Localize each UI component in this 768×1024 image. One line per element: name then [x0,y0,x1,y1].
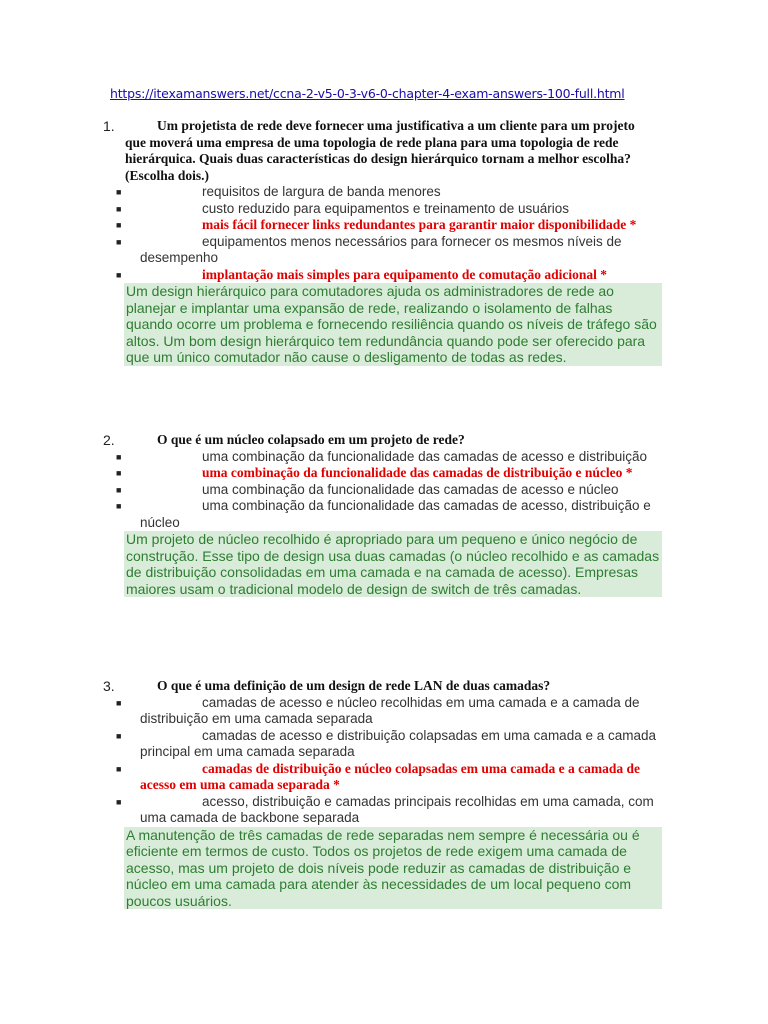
explanation-box: Um projeto de núcleo recolhido é apropriado para um pequeno e único negócio de construção. Esse tipo de design usa duas camadas (o núcleo recolhido e as camadas de distribuição consolidadas em uma camada e na camada de acesso). Empresas maiores usam o tradicional modelo de design de switch de três camadas. [124,531,662,597]
option-text: equipamentos menos necessários para fornecer os mesmos níveis de desempenho [140,233,622,265]
list-item [0,794,768,827]
question-text: O que é um núcleo colapsado em um projeto de rede? [157,432,465,447]
list-item [0,449,768,466]
list-item [0,465,768,482]
option-text: camadas de acesso e distribuição colapsadas em uma camada e a camada principal em uma camada separada [140,727,657,759]
question-number: 3. [103,678,115,694]
list-item [0,482,768,499]
option-text: uma combinação da funcionalidade das camadas de acesso e núcleo [202,481,619,497]
correct-option-text: mais fácil fornecer links redundantes para garantir maior disponibilidade * [202,217,637,232]
bullet-icon: ■ [116,236,122,247]
question-number: 2. [103,432,115,448]
list-item [0,498,768,531]
bullet-icon: ■ [116,203,122,214]
bullet-icon: ■ [116,220,122,230]
source-link[interactable]: https://itexamanswers.net/ccna-2-v5-0-3-v6-0-chapter-4-exam-answers-100-full.html [110,86,625,101]
list-item [0,201,768,218]
explanation-box: A manutenção de três camadas de rede separadas nem sempre é necessária ou é eficiente em termos de custo. Todos os projetos de rede exigem uma camada de acesso, mas um projeto de dois níveis pode reduzir as camadas de distribuição e núcleo em uma camada para atender às necessidades de um local pequeno com poucos usuários. [124,827,662,910]
option-text: custo reduzido para equipamentos e treinamento de usuários [202,200,569,216]
correct-option-text: camadas de distribuição e núcleo colapsadas em uma camada e a camada de acesso em uma camada separada * [140,760,640,792]
correct-option-text: implantação mais simples para equipamento de comutação adicional * [202,266,608,282]
list-item [0,695,768,728]
option-text: requisitos de largura de banda menores [202,184,441,199]
list-item [0,728,768,761]
bullet-icon: ■ [116,269,122,280]
list-item [0,184,768,201]
list-item [0,761,768,794]
correct-option-text: uma combinação da funcionalidade das camadas de distribuição e núcleo * [202,465,633,480]
question-3 [0,678,768,909]
bullet-icon: ■ [116,796,122,807]
bullet-icon: ■ [116,501,122,511]
list-item [0,217,768,234]
bullet-icon: ■ [116,484,122,495]
question-text: O que é uma definição de um design de rede LAN de duas camadas? [157,678,551,693]
question-2 [0,432,768,597]
question-1 [0,118,768,366]
list-item [0,267,768,284]
options-list [0,695,768,827]
options-list [0,449,768,532]
bullet-icon: ■ [116,468,122,478]
bullet-icon: ■ [116,730,122,741]
option-text: uma combinação da funcionalidade das camadas de acesso e distribuição [202,448,648,464]
question-number: 1. [103,118,115,134]
option-text: acesso, distribuição e camadas principais recolhidas em uma camada, com uma camada de backbone separada [140,793,654,825]
option-text: camadas de acesso e núcleo recolhidas em uma camada e a camada de distribuição em uma camada separada [140,694,640,726]
bullet-icon: ■ [116,187,122,197]
list-item [0,234,768,267]
explanation-box: Um design hierárquico para comutadores ajuda os administradores de rede ao planejar e implantar uma expansão de rede, realizando o isolamento de falhas quando ocorre um problema e fornecendo resiliência quando os níveis de tráfego são altos. Um bom design hierárquico tem redundância quando pode ser oferecido para que um único comutador não cause o desligamento de todas as redes. [124,283,662,366]
question-text: Um projetista de rede deve fornecer uma justificativa a um cliente para um projeto que moverá uma empresa de uma topologia de rede plana para uma topologia de rede hierárquica. Quais duas características do design hierárquico tornam a melhor escolha? (Escolha dois.) [125,118,635,183]
bullet-icon: ■ [116,451,122,462]
bullet-icon: ■ [116,697,122,708]
bullet-icon: ■ [116,763,122,774]
option-text: uma combinação da funcionalidade das camadas de acesso, distribuição e núcleo [140,498,651,530]
options-list [0,184,768,283]
